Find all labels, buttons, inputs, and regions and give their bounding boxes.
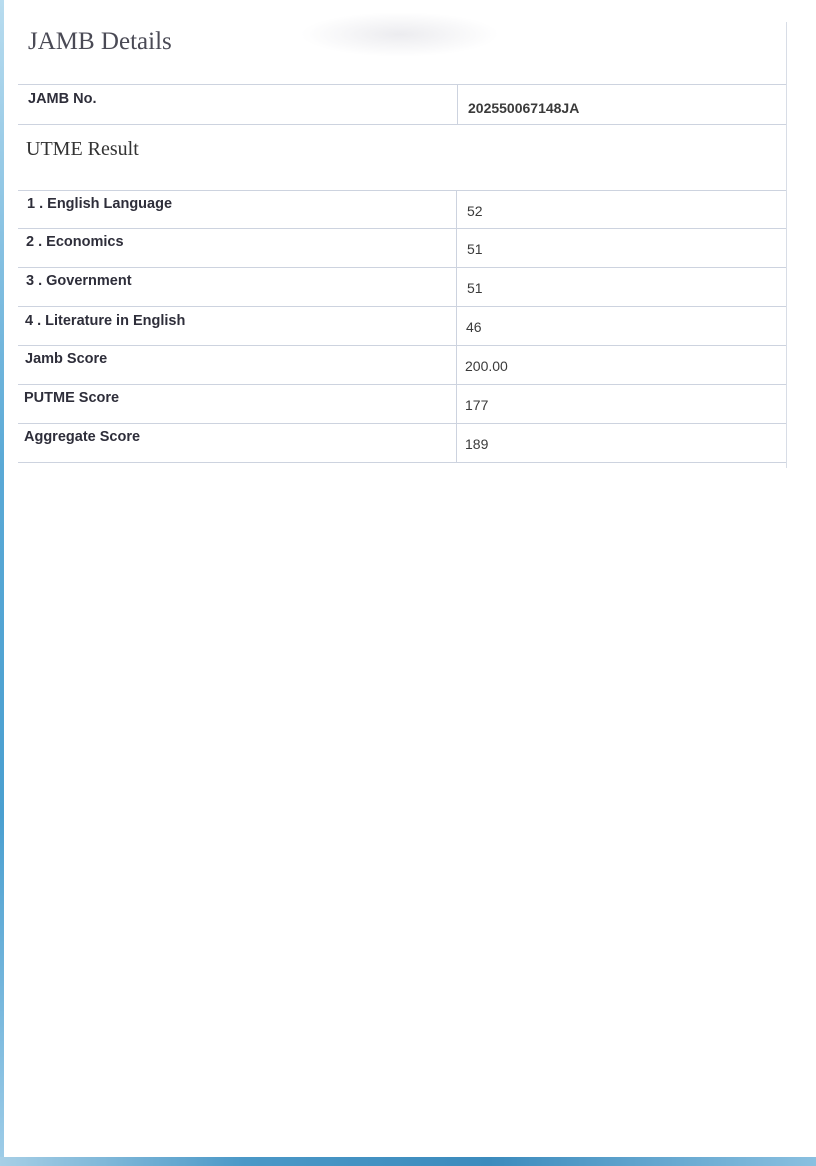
jamb-no-label: JAMB No. [28,91,97,107]
jamb-no-value: 202550067148JA [468,100,580,116]
subject-score: 51 [467,241,483,257]
putme-score-label: PUTME Score [24,390,120,406]
row-divider [18,462,786,463]
subject-score: 52 [467,203,483,219]
subject-label: 1 . English Language [27,196,173,212]
subject-label: 3 . Government [26,273,132,289]
row-divider [18,84,786,85]
utme-result-title: UTME Result [26,138,139,160]
subject-label: 4 . Literature in English [25,313,186,329]
row-divider [18,423,786,424]
subject-score: 51 [467,280,483,296]
row-divider [18,267,786,268]
row-divider [18,228,786,229]
jamb-score-label: Jamb Score [25,351,108,367]
subject-score: 46 [466,319,482,335]
row-divider [18,124,786,125]
jamb-score-value: 200.00 [465,358,508,374]
row-divider [18,190,786,191]
column-divider [456,190,457,462]
jamb-details-title: JAMB Details [28,28,172,55]
putme-score-value: 177 [465,397,489,413]
row-divider [18,384,786,385]
aggregate-score-label: Aggregate Score [24,429,141,445]
column-divider [457,84,458,124]
row-divider [18,345,786,346]
row-divider [18,306,786,307]
scan-bottom-edge [0,1157,816,1166]
scan-left-edge [0,0,4,1166]
subject-label: 2 . Economics [26,234,124,250]
aggregate-score-value: 189 [465,436,489,452]
jamb-details-panel [16,22,787,468]
